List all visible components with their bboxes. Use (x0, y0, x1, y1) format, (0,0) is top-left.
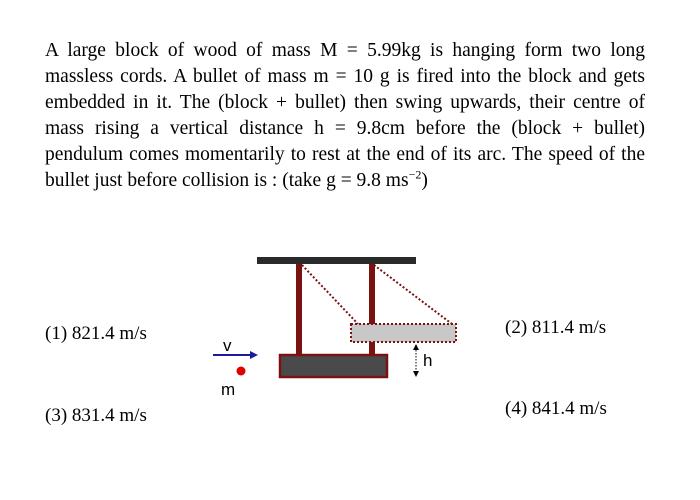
question-body: A large block of wood of mass M = 5.99kg is hanging form two long massless cords. A bullet of mass m = 10 g is fired into the block and gets embedded in it. The (block + bullet) then swing upwards, their centre of mass rising a vertical distance h = 9.8cm before the (block + bullet) pendulum comes momentarily to rest at the end of its arc. The speed of the bullet just before collision is : (take g = 9.8 ms (45, 40, 645, 191)
h-label: h (423, 351, 433, 370)
bullet (237, 367, 246, 376)
wooden-block (280, 355, 387, 377)
cord-left (296, 264, 302, 356)
raised-block (351, 324, 456, 342)
velocity-arrow-head (250, 351, 258, 359)
swung-cord-right (374, 265, 452, 324)
question-end: ) (421, 170, 428, 191)
swung-cord-left (302, 265, 358, 324)
ceiling-support (257, 257, 416, 264)
m-label: m (221, 380, 236, 399)
option-1[interactable]: (1) 821.4 m/s (45, 323, 147, 344)
option-2[interactable]: (2) 811.4 m/s (505, 317, 607, 338)
h-arrow-down (413, 371, 419, 377)
option-4[interactable]: (4) 841.4 m/s (505, 398, 607, 419)
v-label: v (223, 336, 232, 355)
option-3[interactable]: (3) 831.4 m/s (45, 405, 147, 426)
exponent: −2 (408, 167, 422, 182)
h-arrow-up (413, 344, 419, 350)
